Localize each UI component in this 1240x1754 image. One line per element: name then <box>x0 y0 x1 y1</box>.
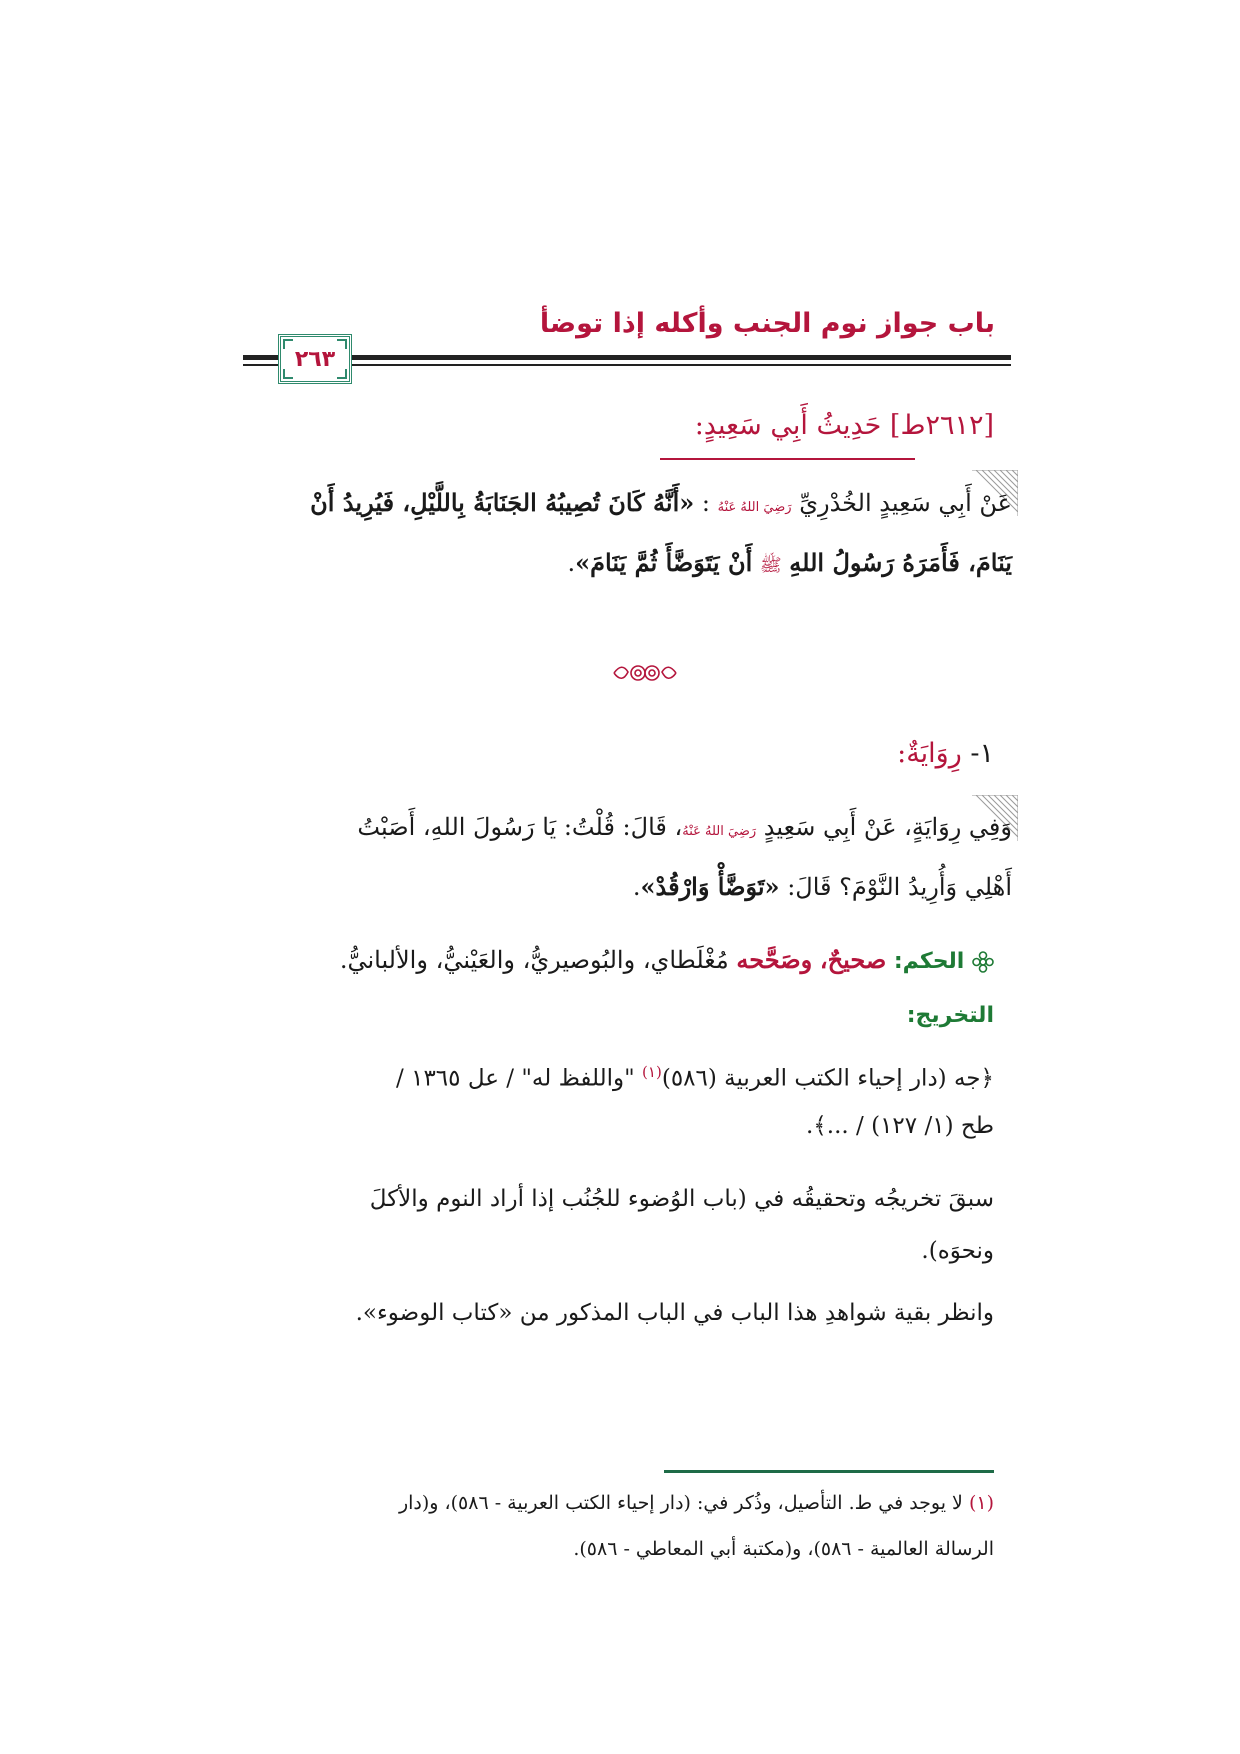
takhrij-line-1 <box>396 1063 994 1092</box>
hadith-matn: «أَنَّهُ كَانَ تُصِيبُهُ الجَنَابَةُ بِاللَّيْلِ، فَيُرِيدُ أَنْ <box>310 488 695 517</box>
takhrij-text: "واللفظ له" / عل ١٣٦٥ / <box>396 1065 635 1092</box>
page-number: ٢٦٣ <box>294 346 336 372</box>
takhrij-heading: التخريج: <box>906 1003 994 1028</box>
footnote-separator <box>664 1470 994 1473</box>
period: . <box>632 873 641 901</box>
ruling-scholars: مُغْلَطاي، والبُوصيريُّ، والعَيْنيُّ، والألبانيُّ. <box>339 946 729 974</box>
hadith-matn: أَنْ يَتَوَضَّأَ ثُمَّ يَنَامَ» <box>575 548 753 577</box>
page-number-badge <box>278 334 352 384</box>
badge-corner-ornament <box>337 369 347 379</box>
riwaya-text-part: وَفِي رِوَايَةٍ، عَنْ أَبِي سَعِيدٍ <box>763 813 1012 841</box>
badge-corner-ornament <box>283 339 293 349</box>
header-rule <box>243 355 1011 360</box>
riwaya-matn: «تَوَضَّأْ وَارْقُدْ» <box>640 872 780 901</box>
badge-corner-ornament <box>283 369 293 379</box>
hadith-text <box>242 475 1012 593</box>
page-header-title: باب جواز نوم الجنب وأكله إذا توضأ <box>539 308 995 339</box>
footnote-number: (١) <box>968 1492 994 1514</box>
ruling-label: الحكم: <box>893 949 965 974</box>
footnote-line-2: الرسالة العالمية - ٥٨٦)، و(مكتبة أبي المعاطي - ٥٨٦). <box>573 1538 994 1560</box>
honorific: رَضِيَ اللهُ عَنْهُ <box>717 500 792 515</box>
takhrij-text: ﴿جه (دار إحياء الكتب العربية (٥٨٦) <box>661 1065 994 1092</box>
takhrij-line-2: طح (١/ ١٢٧) / ...﴾. <box>806 1113 994 1139</box>
footnote-marker[interactable]: (١) <box>642 1063 662 1081</box>
section-title: رِوَايَةٌ: <box>897 738 962 769</box>
riwaya-text <box>242 800 1012 915</box>
hadith-matn: يَنَامَ، فَأَمَرَهُ رَسُولُ اللهِ <box>789 548 1012 577</box>
salutation: ﷺ <box>759 555 782 576</box>
previous-note-line-2: ونحوَه). <box>921 1238 994 1264</box>
riwaya-text-part: ، قَالَ: قُلْتُ: يَا رَسُولَ اللهِ، أَصَبْتُ <box>357 813 683 841</box>
narrator-text: عَنْ أَبِي سَعِيدٍ الخُدْرِيِّ <box>799 489 1012 517</box>
header-rule-thin <box>243 364 1011 366</box>
ruling-verb: وصَحَّحه <box>736 945 813 974</box>
flower-icon <box>972 951 994 973</box>
hadith-heading <box>695 410 994 441</box>
badge-corner-ornament <box>337 339 347 349</box>
footnote-text: لا يوجد في ط. التأصيل، وذُكر في: (دار إحياء الكتب العربية - ٥٨٦)، و(دار <box>398 1492 963 1514</box>
riwaya-line-1 <box>242 800 1012 859</box>
hadith-line-1 <box>242 475 1012 535</box>
ruling-line <box>340 945 994 974</box>
section-number: ١- <box>970 738 994 769</box>
hadith-line-2 <box>242 535 1012 593</box>
honorific: رَضِيَ اللهُ عَنْهُ <box>682 824 757 839</box>
floral-divider-icon <box>610 658 680 688</box>
footnote-line-1 <box>399 1492 994 1514</box>
riwaya-text-part: أَهْلِي وَأُرِيدُ النَّوْمَ؟ قَالَ: <box>787 873 1012 901</box>
period: . <box>567 549 576 577</box>
previous-note-line-1: سبقَ تخريجُه وتحقيقُه في (باب الوُضوء للجُنُب إذا أراد النوم والأكلَ <box>369 1186 994 1212</box>
heading-underline <box>660 458 915 460</box>
colon: : <box>701 489 710 517</box>
hadith-title: حَدِيثُ أَبِي سَعِيدٍ: <box>694 410 882 441</box>
section-heading <box>897 738 994 769</box>
riwaya-line-2 <box>242 859 1012 915</box>
see-also-note: وانظر بقية شواهدِ هذا الباب في الباب المذكور من «كتاب الوضوء». <box>355 1300 994 1326</box>
ruling-grade: صحيحٌ، <box>819 945 887 974</box>
hadith-reference: [٢٦١٢ط] <box>889 410 994 441</box>
